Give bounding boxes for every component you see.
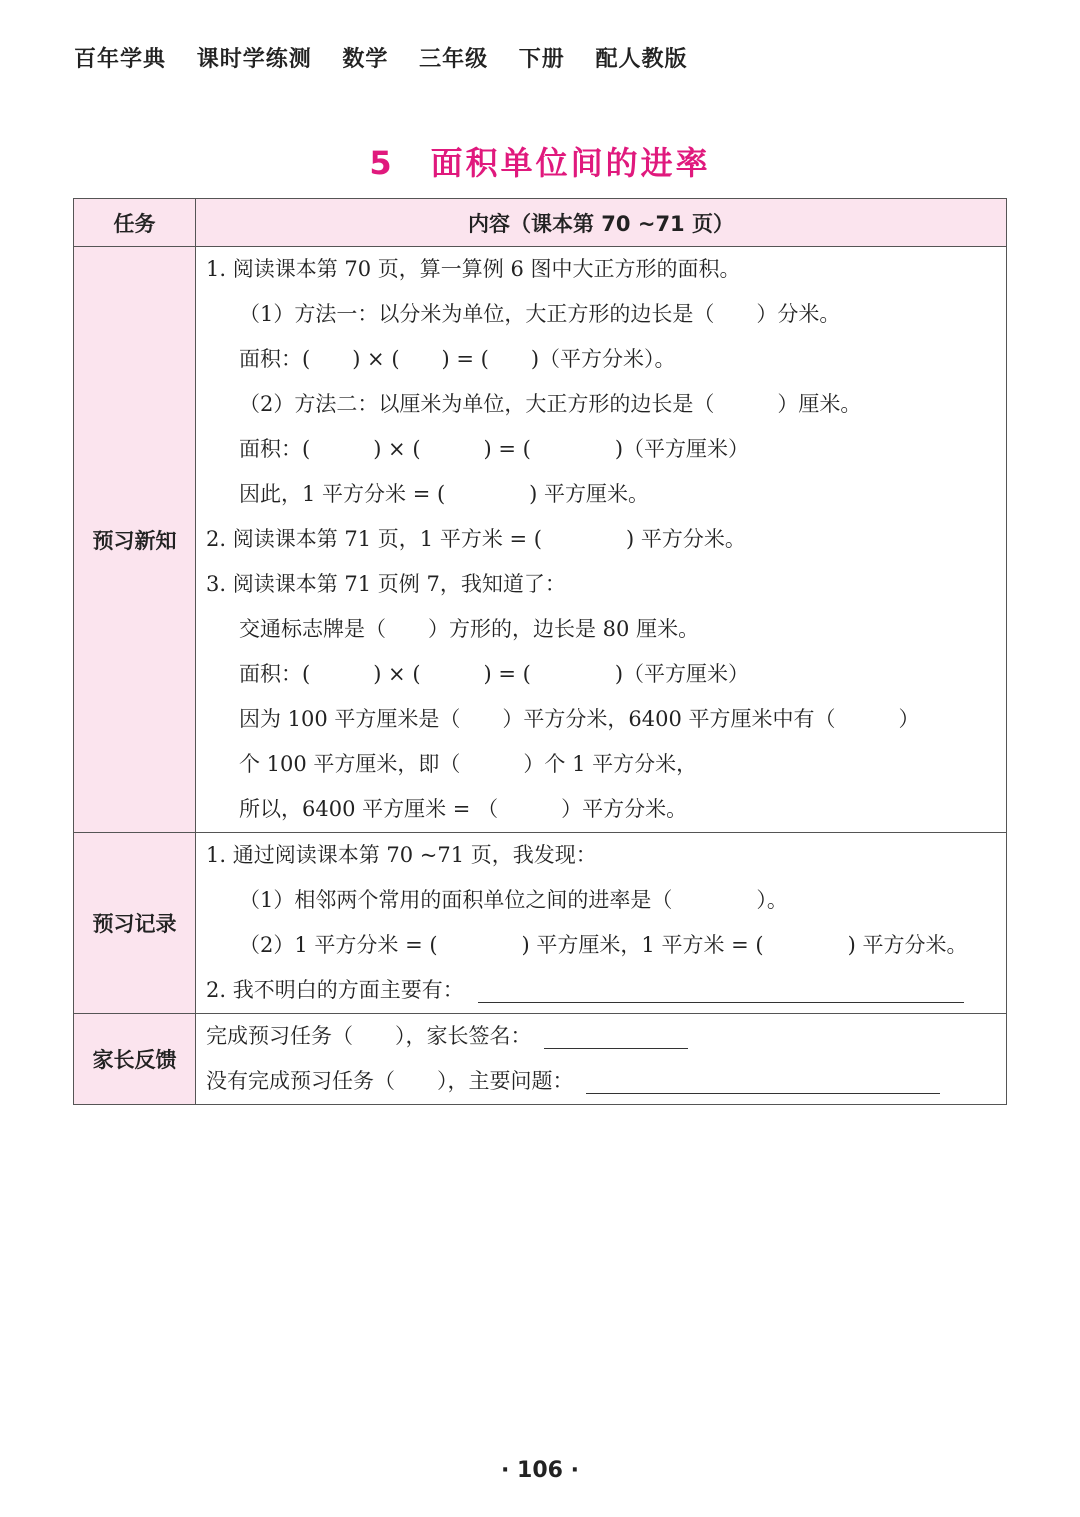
page-number: · 106 · bbox=[501, 1458, 579, 1483]
lesson-title bbox=[0, 138, 1080, 184]
preview-table bbox=[73, 198, 1007, 1105]
preview-line-10: 面积：( ) × ( ) = ( )（平方厘米） bbox=[239, 662, 750, 686]
preview-line-1: 1. 阅读课本第 70 页，算一算例 6 图中大正方形的面积。 bbox=[206, 257, 741, 281]
record-question-text: 2. 我不明白的方面主要有： bbox=[206, 978, 464, 1002]
preview-line-4: （2）方法二：以厘米为单位，大正方形的边长是（ ）厘米。 bbox=[239, 392, 862, 416]
record-line-4 bbox=[196, 968, 1006, 1013]
feedback-line-2 bbox=[196, 1059, 1006, 1104]
task-cell-preview: 预习新知 bbox=[74, 247, 196, 833]
preview-line-13: 所以，6400 平方厘米 = （ ）平方分米。 bbox=[239, 797, 688, 821]
header-volume: 下册 bbox=[518, 47, 565, 72]
content-cell-feedback bbox=[196, 1014, 1007, 1105]
feedback-complete-text: 完成预习任务（ ），家长签名： bbox=[206, 1024, 532, 1048]
header-task-cell: 任务 bbox=[74, 199, 196, 247]
record-line-2: （1）相邻两个常用的面积单位之间的进率是（ ）。 bbox=[239, 888, 788, 912]
header-edition: 配人教版 bbox=[595, 47, 688, 72]
preview-line-11: 因为 100 平方厘米是（ ）平方分米，6400 平方厘米中有（ ） bbox=[239, 707, 920, 731]
answer-blank-unclear[interactable] bbox=[478, 978, 964, 1003]
header-grade: 三年级 bbox=[419, 47, 489, 72]
feedback-line-1 bbox=[196, 1014, 1006, 1059]
preview-line-3: 面积：( ) × ( ) = ( )（平方分米）。 bbox=[239, 347, 676, 371]
page-header bbox=[74, 42, 709, 73]
preview-line-12: 个 100 平方厘米，即（ ）个 1 平方分米， bbox=[239, 752, 698, 776]
preview-line-8: 3. 阅读课本第 71 页例 7，我知道了： bbox=[206, 572, 566, 596]
header-subject: 数学 bbox=[342, 47, 389, 72]
header-book: 课时学练测 bbox=[196, 47, 312, 72]
preview-line-9: 交通标志牌是（ ）方形的，边长是 80 厘米。 bbox=[239, 617, 700, 641]
header-series: 百年学典 bbox=[74, 47, 167, 72]
table-row-record bbox=[74, 833, 1007, 1014]
preview-line-5: 面积：( ) × ( ) = ( )（平方厘米） bbox=[239, 437, 750, 461]
preview-line-2: （1）方法一：以分米为单位，大正方形的边长是（ ）分米。 bbox=[239, 302, 841, 326]
preview-line-6: 因此，1 平方分米 = ( ) 平方厘米。 bbox=[239, 482, 650, 506]
content-cell-record bbox=[196, 833, 1007, 1014]
feedback-incomplete-text: 没有完成预习任务（ ），主要问题： bbox=[206, 1069, 574, 1093]
table-row-preview bbox=[74, 247, 1007, 833]
task-cell-record: 预习记录 bbox=[74, 833, 196, 1014]
table-header-row bbox=[74, 199, 1007, 247]
preview-line-7: 2. 阅读课本第 71 页，1 平方米 = ( ) 平方分米。 bbox=[206, 527, 746, 551]
record-line-3: （2）1 平方分米 = ( ) 平方厘米，1 平方米 = ( ) 平方分米。 bbox=[239, 933, 968, 957]
record-line-1: 1. 通过阅读课本第 70 ~71 页，我发现： bbox=[206, 843, 597, 867]
lesson-number: 5 bbox=[369, 144, 395, 182]
parent-signature-blank[interactable] bbox=[544, 1024, 688, 1049]
content-cell-preview bbox=[196, 247, 1007, 833]
table-row-feedback bbox=[74, 1014, 1007, 1105]
task-cell-feedback: 家长反馈 bbox=[74, 1014, 196, 1105]
lesson-title-text: 面积单位间的进率 bbox=[430, 144, 711, 182]
header-content-cell: 内容（课本第 70 ~71 页） bbox=[196, 199, 1007, 247]
main-problem-blank[interactable] bbox=[586, 1069, 940, 1094]
